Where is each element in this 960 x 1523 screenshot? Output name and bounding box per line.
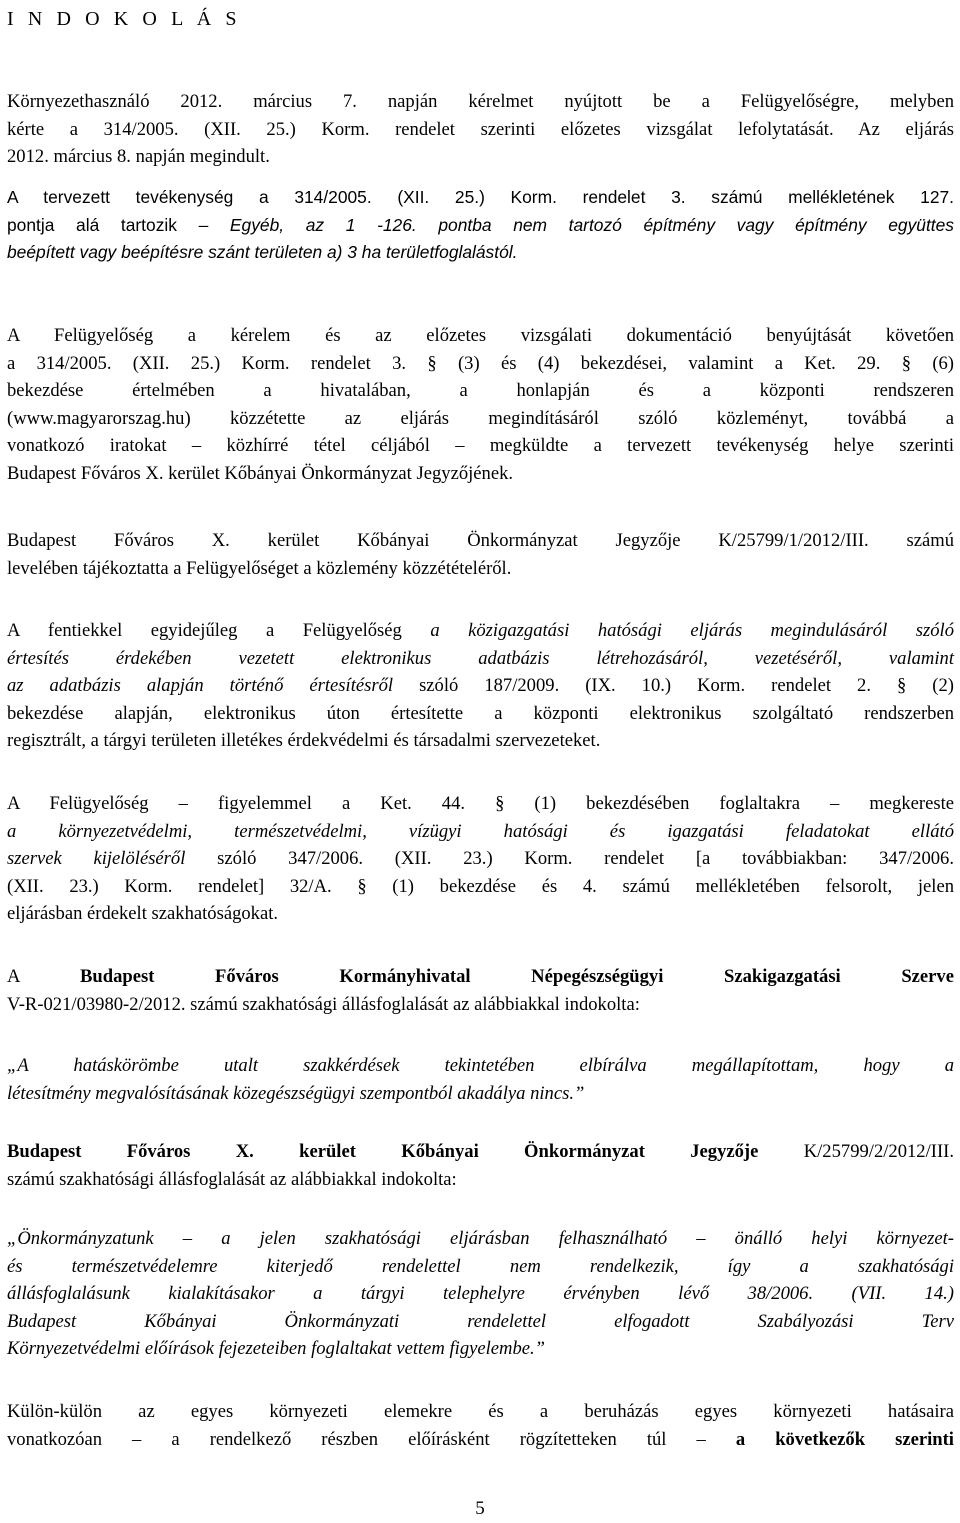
paragraph-notary: Budapest Főváros X. kerület Kőbányai Önkormányzat Jegyzője K/25799/1/2012/III. számú levelében tájékoztatta a Felügyelőséget a közlemény közzétételéről.: [7, 530, 954, 579]
paragraph-notary-opinion: Budapest Főváros X. kerület Kőbányai Önkormányzat Jegyzője K/25799/2/2012/III. számú szakhatósági állásfoglalását az alábbiakkal indokolta:: [7, 1141, 954, 1190]
page-title: I N D O K O L Á S: [7, 8, 242, 30]
paragraph-electronic-notice: A fentiekkel egyidejűleg a Felügyelőség a közigazgatási hatósági eljárás megindulásáról szóló értesítés érdekében vezetett elektronikus adatbázis létrehozásáról, vezetéséről, valamint az adatbázis alapján történő értesítésről szóló 187/2009. (IX. 10.) Korm. rendelet 2. § (2) bekezdése alapján, elektronikus úton értesítette a központi elektronikus szolgáltató rendszerben regisztrált, a tárgyi területen illetékes érdekvédelmi és társadalmi szervezeteket.: [7, 620, 954, 752]
paragraph-authorities: A Felügyelőség – figyelemmel a Ket. 44. § (1) bekezdésében foglaltakra – megkereste a környezetvédelmi, természetvédelmi, vízügyi hatósági és igazgatási feladatokat ellátó szervek kijelöléséről szóló 347/2006. (XII. 23.) Korm. rendelet [a továbbiakban: 347/2006. (XII. 23.) Korm. rendelet] 32/A. § (1) bekezdése és 4. számú mellékletében felsorolt, jelen eljárásban érdekelt szakhatóságokat.: [7, 793, 954, 925]
paragraph-environment: Külön-külön az egyes környezeti elemekre és a beruházás egyes környezeti hatásaira vonatkozóan – a rendelkező részben előírásként rögzítetteken túl – a következők szerinti: [7, 1401, 954, 1450]
quote-notary: „Önkormányzatunk – a jelen szakhatósági eljárásban felhasználható – önálló helyi környezet- és természetvédelemre kiterjedő rendelettel nem rendelkezik, így a szakhatósági állásfoglalásunk kialakításakor a tárgyi telephelyre érvényben lévő 38/2006. (VII. 14.) Budapest Kőbányai Önkormányzati rendelettel elfogadott Szabályozási Terv Környezetvédelmi előírások fejezeteiben foglaltakat vettem figyelembe.”: [7, 1228, 954, 1360]
paragraph-activity: A tervezett tevékenység a 314/2005. (XII. 25.) Korm. rendelet 3. számú mellékletének 127. pontja alá tartozik – Egyéb, az 1 -126. pontba nem tartozó építmény vagy építmény együttes beépített vagy beépítésre szánt területen a) 3 ha területfoglalástól.: [7, 187, 954, 263]
quote-health-authority: „A hatáskörömbe utalt szakkérdések tekintetében elbírálva megállapítottam, hogy a létesítmény megvalósításának közegészségügyi szempontból akadálya nincs.”: [7, 1055, 954, 1104]
page-number: 5: [475, 1498, 485, 1519]
paragraph-health-authority: A Budapest Főváros Kormányhivatal Népegészségügyi Szakigazgatási Szerve V-R-021/03980-2/2012. számú szakhatósági állásfoglalását az alábbiakkal indokolta:: [7, 966, 954, 1015]
paragraph-intro: Környezethasználó 2012. március 7. napján kérelmet nyújtott be a Felügyelőségre, melyben kérte a 314/2005. (XII. 25.) Korm. rendelet szerinti előzetes vizsgálat lefolytatását. Az eljárás 2012. március 8. napján megindult.: [7, 91, 954, 168]
paragraph-publication: A Felügyelőség a kérelem és az előzetes vizsgálati dokumentáció benyújtását követően a 314/2005. (XII. 25.) Korm. rendelet 3. § (3) és (4) bekezdései, valamint a Ket. 29. § (6) bekezdése értelmében a hivatalában, a honlapján és a központi rendszeren (www.magyarorszag.hu) közzétette az eljárás megindításáról szóló közleményt, továbbá a vonatkozó iratokat – közhírré tétel céljából – megküldte a tervezett tevékenység helye szerinti Budapest Főváros X. kerület Kőbányai Önkormányzat Jegyzőjének.: [7, 325, 954, 484]
